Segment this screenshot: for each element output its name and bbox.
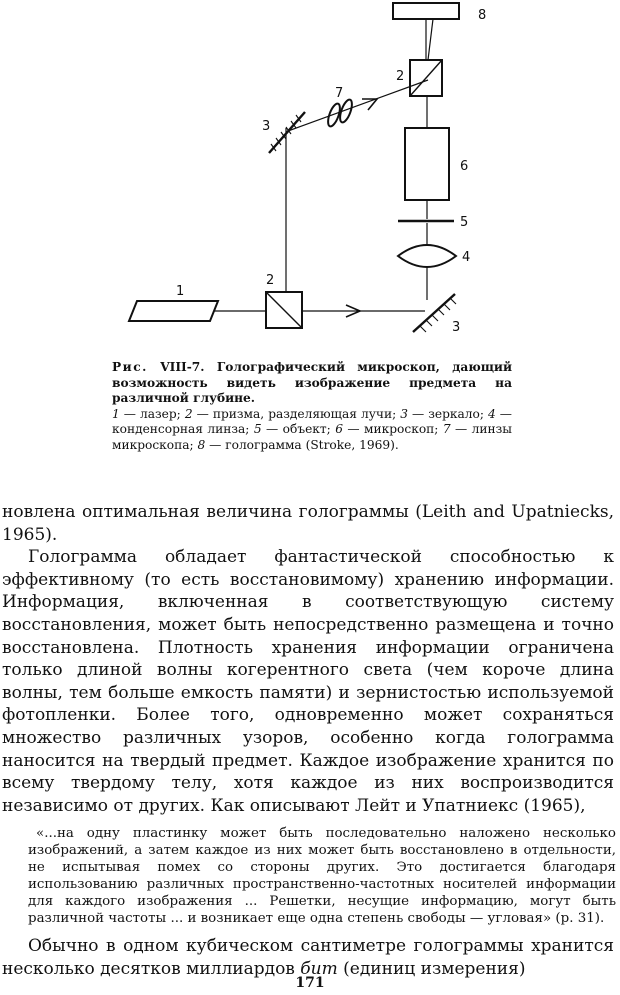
label-prism-top: 2 (396, 69, 405, 84)
caption-title (112, 360, 512, 407)
label-microscope-lenses: 7 (335, 86, 344, 101)
legend-text-8: — голограмма (205, 437, 302, 452)
mirror-right (413, 294, 455, 332)
legend-num-1: 1 (112, 406, 120, 421)
caption-legend (112, 407, 512, 454)
legend-text-2: — призма, разделяющая лучи; (192, 406, 401, 421)
legend-num-6: 6 (335, 422, 343, 437)
legend-text-3: — зеркало; (407, 406, 488, 421)
mirror-right-hatching (420, 298, 456, 332)
label-microscope: 6 (460, 159, 469, 174)
p3-before: Обычно в одном кубическом сантиметре голограммы хранится несколько десятков миллиардов (2, 936, 614, 979)
microscope-body (405, 128, 449, 200)
label-laser: 1 (176, 284, 185, 299)
arrow-to-prism-top (362, 99, 377, 110)
page-number: 171 (295, 975, 325, 991)
quote-text: «...на одну пластинку может быть последовательно наложено несколько изображений, а затем каждое из них может быть восстановлено в отдельности, не испытывая помех со стороны других. Это достигается благодаря использованию различных пространственно-частотных носителей информации для каждого изображения ... Решетки, несущие информацию, могут быть различной частоты ... и возникает еще одна степень свободы — угловая» (р. 31). (28, 826, 616, 926)
legend-num-3: 3 (400, 406, 408, 421)
paragraph-continuation: новлена оптимальная величина голограммы (Leith and Upatnieсks, 1965). (2, 502, 614, 545)
beam-to-hologram-ref (428, 19, 433, 60)
p3-italic-bit: бит (300, 958, 338, 979)
legend-num-4: 4 (488, 406, 496, 421)
caption-ris: Рис. (112, 360, 148, 374)
main-text (2, 501, 614, 817)
label-mirror-left: 3 (262, 119, 271, 134)
laser (129, 301, 218, 321)
label-condenser: 4 (462, 250, 471, 265)
label-mirror-right: 3 (452, 320, 461, 335)
legend-text-6: — микроскоп; (342, 422, 443, 437)
condenser-lens (398, 245, 456, 267)
legend-text-5: — объект; (261, 422, 336, 437)
main-text-continued (2, 935, 614, 980)
paragraph-storage (2, 935, 614, 980)
figure-caption (112, 360, 512, 454)
legend-text-1: — лазер; (119, 406, 185, 421)
legend-text-4: — конденсорная линза; (112, 406, 512, 437)
paragraph-hologram: Голограмма обладает фантастической способностью к эффективному (то есть восстановимому) хранению информации. Информация, включенная в соответствующую систему восстановления, может быть непосредственно размещена и точно восстановлена. Плотность хранения информации ограничена только длиной волны когерентного света (чем короче длина волны, тем больше емкость памяти) и зернистостью используемой фотопленки. Более того, одновременно может сохраняться множество различных узоров, особенно когда голограмма наносится на твердый предмет. Каждое изображение хранится по всему твердому телу, хотя каждое из них воспроизводится независимо от других. Как описывают Лейт и Упатниекс (1965), (2, 547, 614, 816)
legend-num-2: 2 (184, 406, 193, 421)
label-prism-bottom: 2 (266, 273, 275, 288)
hologram-plate (393, 3, 459, 19)
legend-num-7: 7 (442, 422, 451, 437)
prism-top-diagonal (410, 60, 442, 96)
holographic-microscope-diagram (0, 0, 620, 355)
p3-after: (единиц измерения) (337, 958, 526, 979)
prism-bottom-diagonal (266, 292, 302, 328)
caption-title-text: VIII-7. Голографический микроскоп, дающий возможность видеть изображение предмета на различной глубине. (112, 360, 512, 406)
legend-num-8: 8 (197, 437, 206, 452)
label-hologram: 8 (478, 8, 487, 23)
beam-left-mirror-prism (288, 80, 428, 131)
legend-text-7: — линзы микроскопа; (112, 422, 512, 452)
label-object: 5 (460, 215, 469, 230)
caption-source: (Stroke, 1969). (305, 437, 399, 452)
block-quote (28, 825, 616, 927)
mirror-left (269, 112, 305, 153)
legend-num-5: 5 (253, 422, 262, 437)
